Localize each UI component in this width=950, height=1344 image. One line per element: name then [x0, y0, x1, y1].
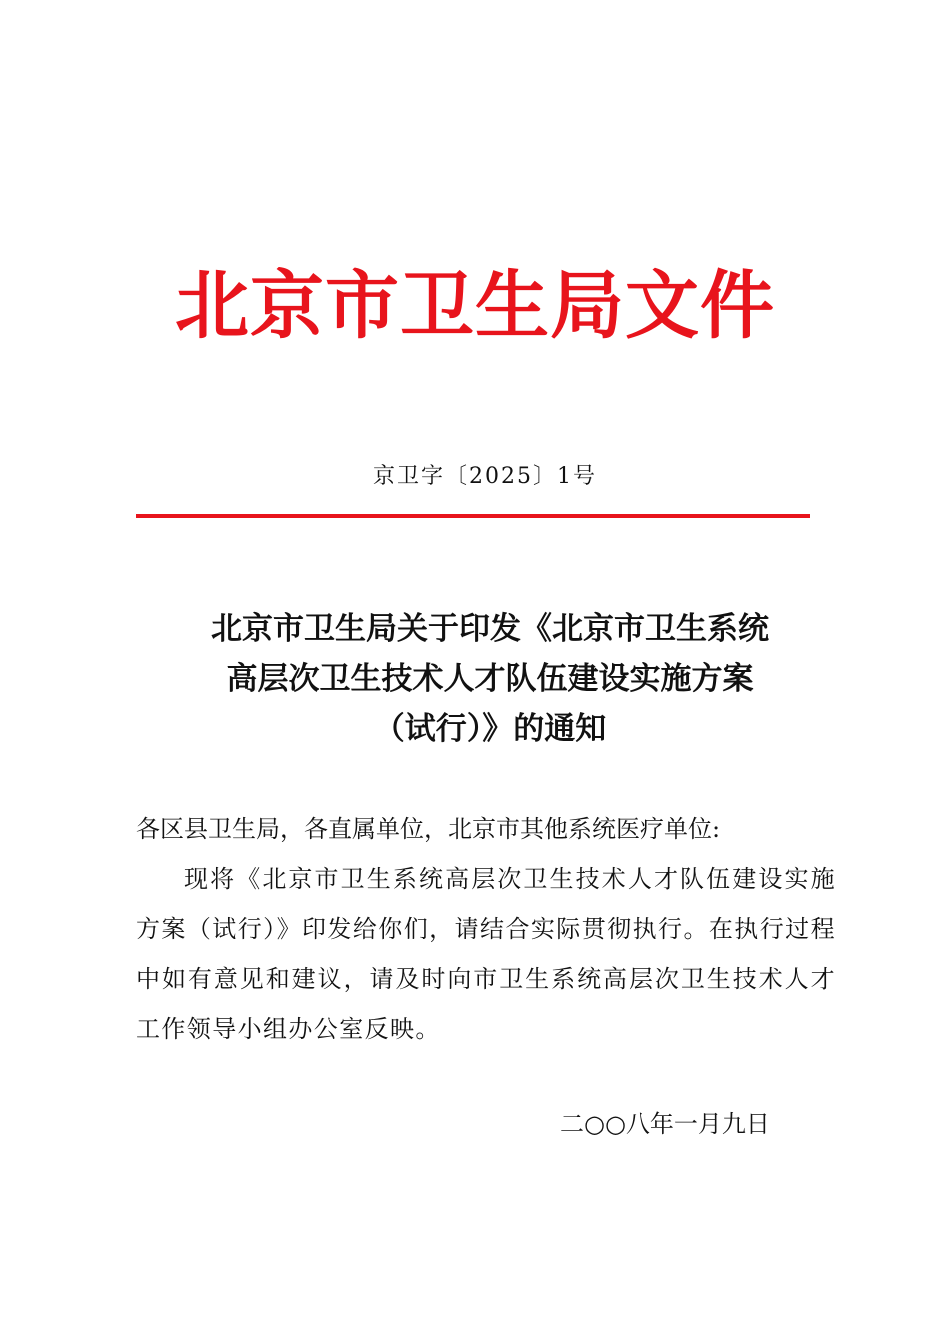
- notice-title-line-2: 高层次卫生技术人才队伍建设实施方案: [226, 661, 754, 697]
- notice-title: [120, 604, 860, 754]
- document-number: 京卫字〔2025〕1号: [373, 464, 597, 489]
- notice-title-line-1: 北京市卫生局关于印发《北京市卫生系统: [211, 611, 769, 647]
- body-paragraph: 现将《北京市卫生系统高层次卫生技术人才队伍建设实施方案（试行）》印发给你们，请结合实际贯彻执行。在执行过程中如有意见和建议，请及时向市卫生系统高层次卫生技术人才工作领导小组办公室反映。: [136, 865, 836, 1043]
- addressee-line: 各区县卫生局，各直属单位，北京市其他系统医疗单位:: [136, 815, 721, 843]
- document-header-title: 北京市卫生局文件: [175, 263, 775, 349]
- notice-body: [136, 804, 836, 1054]
- red-divider-line: [136, 514, 810, 518]
- issue-date: 二○○八年一月九日: [560, 1110, 770, 1138]
- notice-title-line-3: （试行）》的通知: [373, 711, 607, 747]
